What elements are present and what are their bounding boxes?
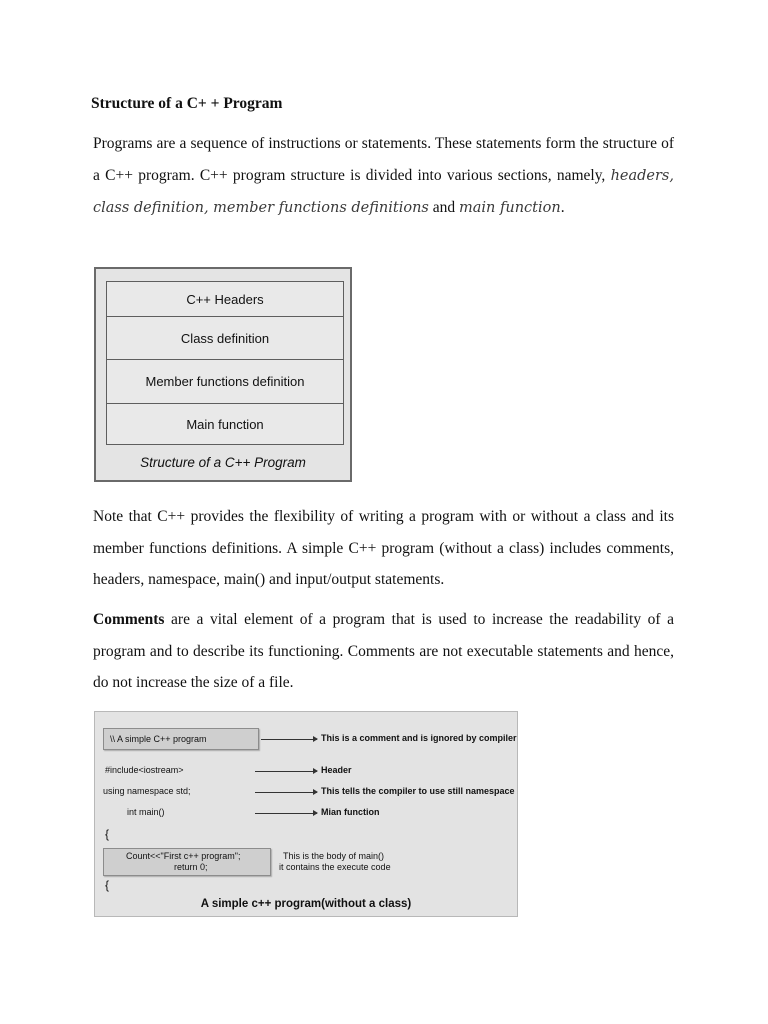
comment-line: \\ A simple C++ program bbox=[110, 734, 207, 744]
structure-caption: Structure of a C++ Program bbox=[140, 455, 306, 470]
comments-text: are a vital element of a program that is used to increase the readability of a program and to describe its functioning. Comments are not executable statements and hence, do not increase the size of a file. bbox=[93, 611, 674, 691]
open-brace: { bbox=[105, 827, 110, 841]
intro-italic-main: main function bbox=[459, 200, 561, 216]
page-title: Structure of a C+ + Program bbox=[91, 95, 283, 112]
intro-paragraph bbox=[93, 128, 674, 225]
note-namespace: This tells the compiler to use still namespace bbox=[321, 786, 515, 796]
intro-period: . bbox=[560, 199, 565, 216]
note-main: Mian function bbox=[321, 807, 380, 817]
structure-row-members: Member functions definition bbox=[107, 360, 343, 404]
header-arrow bbox=[255, 771, 317, 772]
namespace-arrow bbox=[255, 792, 317, 793]
note-body-1: This is the body of main() bbox=[283, 851, 385, 861]
intro-italic-sections: headers, class definition, member functions definitions bbox=[93, 167, 674, 216]
close-brace: { bbox=[105, 878, 110, 892]
body-line-2: return 0; bbox=[174, 862, 208, 872]
comment-arrow bbox=[261, 739, 317, 740]
intro-text: Programs are a sequence of instructions or statements. These statements form the structure of a C++ program. C++ program structure is divided into various sections, namely, bbox=[93, 135, 674, 184]
note-body-2: it contains the execute code bbox=[279, 862, 391, 872]
note-comment: This is a comment and is ignored by compiler bbox=[321, 733, 517, 743]
comments-paragraph bbox=[93, 604, 674, 699]
body-box bbox=[103, 848, 271, 876]
namespace-line: using namespace std; bbox=[103, 786, 191, 796]
note-header: Header bbox=[321, 765, 352, 775]
structure-row-headers: C++ Headers bbox=[107, 282, 343, 317]
comments-term: Comments bbox=[93, 611, 165, 628]
comment-box bbox=[103, 728, 259, 750]
structure-figure bbox=[94, 267, 352, 482]
body-line-1: Count<<"First c++ program"; bbox=[126, 851, 241, 861]
structure-row-class: Class definition bbox=[107, 317, 343, 360]
structure-row-main: Main function bbox=[107, 404, 343, 444]
simple-program-figure bbox=[94, 711, 518, 917]
main-line: int main() bbox=[127, 807, 165, 817]
include-line: #include<iostream> bbox=[105, 765, 184, 775]
intro-and: and bbox=[428, 199, 460, 216]
structure-stack bbox=[106, 281, 344, 445]
main-arrow bbox=[255, 813, 317, 814]
simple-program-caption: A simple c++ program(without a class) bbox=[200, 898, 412, 910]
flexibility-paragraph: Note that C++ provides the flexibility of writing a program with or without a class and its member functions definitions. A simple C++ program (without a class) includes comments, headers, namespace, main() and input/output statements. bbox=[93, 508, 674, 588]
